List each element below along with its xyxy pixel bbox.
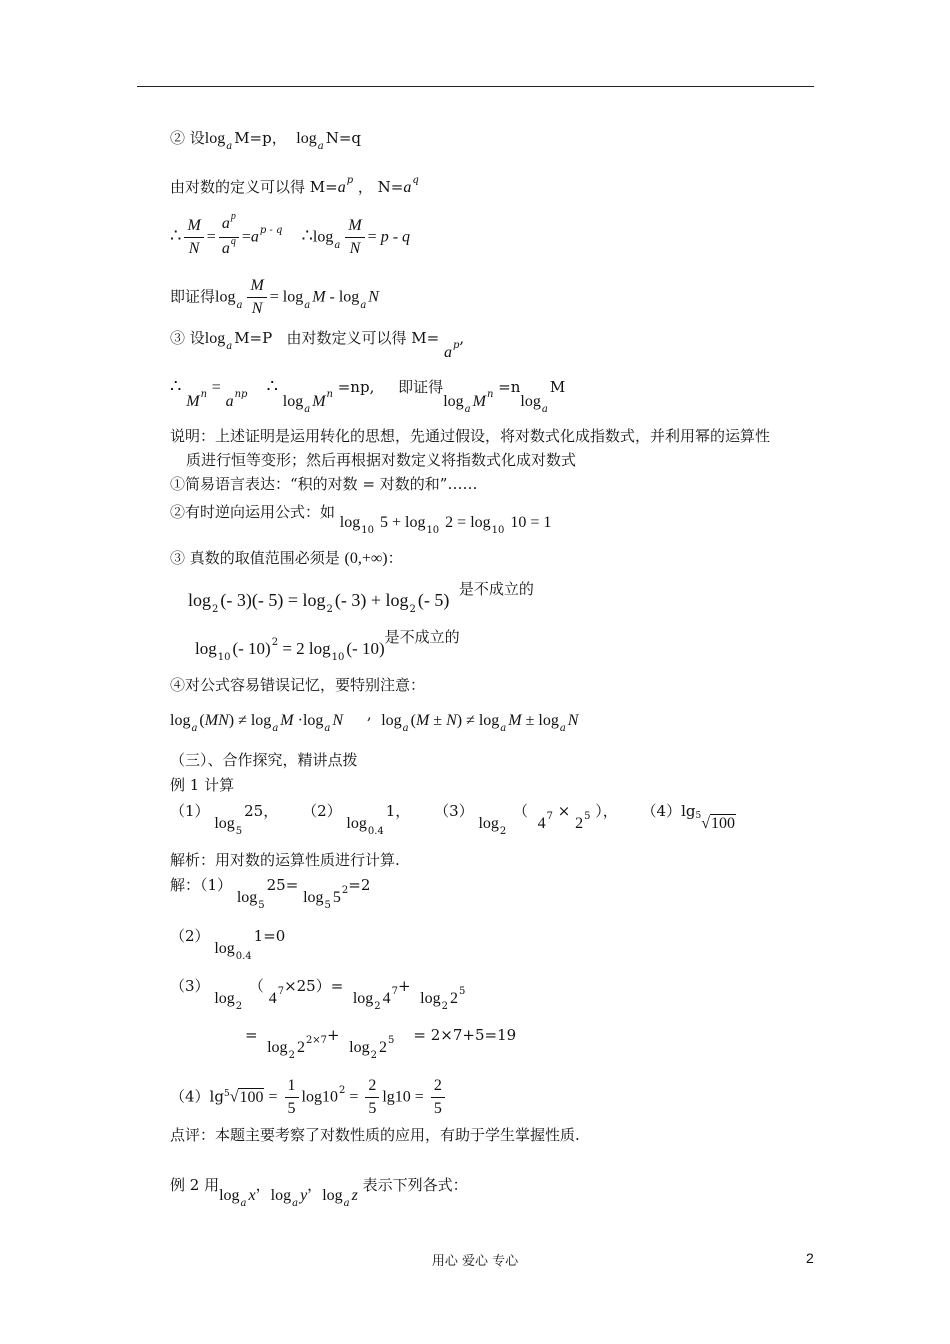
line-5: ③ 设$\log_a M=P$ 由对数定义可以得 $M= a^p$, [170,329,465,361]
line-9: ①简易语言表达：“积的对数 = 对数的和”…… [170,475,478,493]
line-10: ②有时逆向运用公式：如 $\log_{10} 5 + \log_{10} 2 = \log_{10} 10 = 1$ [170,503,552,536]
line-11: ③ 真数的取值范围必须是 (0,+∞)： [170,549,403,567]
line-2: 由对数的定义可以得 $M=a^p$ ， $N=a^q$ [170,175,419,196]
line-17: 例 1 计算 [170,776,235,794]
header-rule [137,86,814,87]
line-24: $(4)\lg^5√100$ = $\frac{1}{5}$ $\log 10^2$ = $\frac{2}{5}$ lg10 = $\frac{2}{5}$ [170,1076,448,1119]
line-12: $\log_2$ (- 3)(- $5) = \log_2$ (- $3) + \log_2$ (- 5) 是不成立的 [188,580,534,615]
line-4: 即证得$\log_a$ $\frac{M}{N}$ = $\log_a M - \log_a N$ [170,277,379,317]
page-footer: 用心 爱心 专心 [431,1254,519,1269]
line-22: （3） $\log_2$ （ $4^7\times 25)= \log_2 4^7+ \log_2 2^5$ [170,977,466,1012]
line-8: 质进行恒等变形；然后再根据对数定义将指数式化成对数式 [186,451,577,469]
line-1: ② 设$\log_a M=p$， $\log_a N=q$ [170,129,361,152]
line-16: （三）、合作探究，精讲点拨 [170,751,358,769]
line-15: $\log_a (MN) \ne \log_a M \cdot\log_a$ N , $\log_a (M \pm N) \ne \log_a M \pm \log_a N$ [170,705,579,734]
line-23: = $\log_2 2^{2\times 7}+ \log_2 2^5$ = 2×7+5=19 [245,1026,517,1061]
line-18: （1） $\log_525$， （2） $\log_{0.4}1$， （3） $\log_2$ （ $4^7 \times 2^5$ ）， $(4)\lg^5√100$ [170,802,736,837]
line-13: $\log_{10}$ (- 10)$^2$ = 2 $\log_{10}$ (- 10)是不成立的 [195,628,460,663]
line-7: 说明：上述证明是运用转化的思想，先通过假设，将对数式化成指数式，并利用幂的运算性 [170,427,771,445]
line-6: ∴ $M^n = a^{np}$ ∴ $\log_a M^n =np$, 即证得$\log_a M^n =nlog_aM$ [170,376,566,415]
page-number: 2 [806,1250,814,1266]
line-21: （2） $\log_{0.4}1=0$ [170,927,286,962]
line-3: ∴ $\frac{M}{N}$ = $\frac{a^p}{a^q}$ $=a^{p - q}$ $\therefore\log_a$ $\frac{M}{N}$ = p - q [170,211,411,257]
line-20: 解：（1） $\log_525= \log_5 5^2=2$ [170,876,371,911]
line-25: 点评：本题主要考察了对数性质的应用，有助于学生掌握性质. [170,1126,580,1144]
line-19: 解析：用对数的运算性质进行计算. [170,851,400,869]
line-14: ④对公式容易错误记忆，要特别注意： [170,676,426,694]
line-26: 例 2 用$\log_a x$，$\log_a y$，$\log_a z$ 表示下列各式： [170,1176,468,1209]
